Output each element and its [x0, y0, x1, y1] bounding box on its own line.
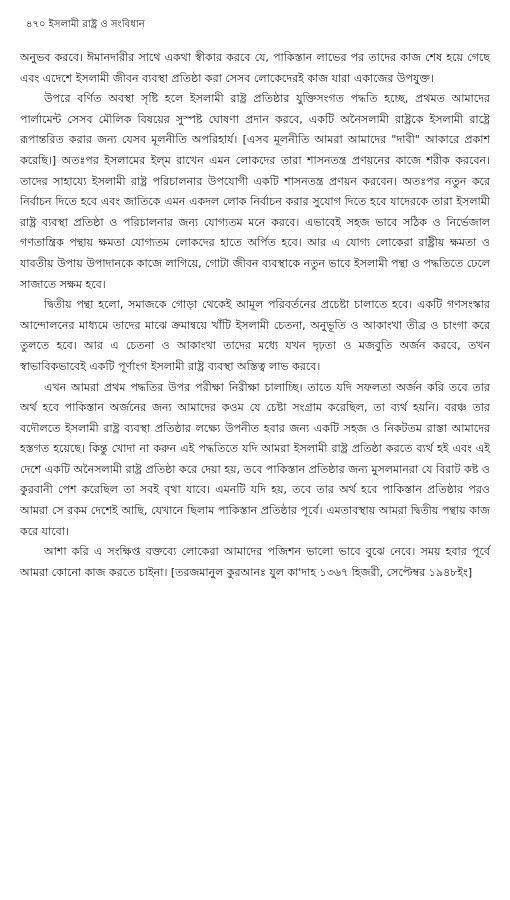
paragraph-current-experiment: এখন আমরা প্রথম পদ্ধতির উপর পরীক্ষা নিরীক্ষা চালাচ্ছি। তাতে যদি সফলতা অর্জন করি তবে তার অর্থ হবে পাকিস্তান অর্জনের জন্য আমাদের কওম যে চেষ্টা সংগ্রাম করেছিল, তা ব্যর্থ হয়নি। বরঞ্চ তার বদৌলতে ইসলামী রাষ্ট্র ব্যবস্থা প্রতিষ্ঠার লক্ষ্যে উপনীত হবার জন্য একটি সহজ ও নিকটতম রাস্তা আমাদের হস্তগত হয়েছে। কিন্তু খোদা না করুন এই পদ্ধতিতে যদি আমরা ইসলামী রাষ্ট্র প্রতিষ্ঠা করতে ব্যর্থ হই এবং এই দেশে একটি অনৈসলামী রাষ্ট্র প্রতিষ্ঠা করে দেয়া হয়, তবে পাকিস্তান প্রতিষ্ঠার জন্য মুসলমানরা যে বিরাট কষ্ট ও কুরবানী পেশ করেছিল তা সবই বৃথা যাবে। এমনটি যদি হয়, তবে তার অর্থ হবে পাকিস্তান প্রতিষ্ঠার পরও আমরা সে রকম দেশেই আছি, যেখানে ছিলাম পাকিস্তান প্রতিষ্ঠার পূর্বে। এমতাবস্থায় আমরা দ্বিতীয় পন্থায় কাজ করে যাবো।	[20, 380, 490, 538]
paragraph-second-method: দ্বিতীয় পন্থা হলো, সমাজকে গোড়া থেকেই আমূল পরিবর্তনের প্রচেষ্টা চালাতে হবে। একটি গণসংস্কার আন্দোলনের মাধ্যমে তাদের মাঝে ক্রমান্বয়ে খাঁটি ইসলামী চেতনা, অনুভূতি ও আকাংখা তীব্র ও চাংগা করে তুলতে হবে। আর এ চেতনা ও আকাংখা তাদের মধ্যে যখন দৃঢ়তা ও মজবুতি অর্জন করবে, তখন স্বাভাবিকভাবেই একটি পূর্ণাংগ ইসলামী রাষ্ট্র ব্যবস্থা অস্তিত্ব লাভ করবে।	[20, 298, 490, 373]
paragraph-continuation: অনুভব করবে। ঈমানদারীর সাথে একথা স্বীকার করবে যে, পাকিস্তান লাভের পর তাদের কাজ শেষ হয়ে গেছে এবং এদেশে ইসলামী জীবন ব্যবস্থা প্রতিষ্ঠা করা সেসব লোকেদেরই কাজ যারা একাজের উপযুক্ত।	[20, 51, 490, 85]
paragraph-first-method: উপরে বর্ণিত অবস্থা সৃষ্টি হলে ইসলামী রাষ্ট্র প্রতিষ্ঠার যুক্তিসংগত পদ্ধতি হচ্ছে, প্রথমত আমাদের পার্লামেন্ট সেসব মৌলিক বিষয়ের সুস্পষ্ট ঘোষণা প্রদান করবে, একটি অনৈসলামী রাষ্ট্রকে ইসলামী রাষ্ট্রে রূপান্তরিত করার জন্য যেসব মূলনীতি অপরিহার্য। [এসব মূলনীতি আমরা আমাদের "দাবী" আকারে প্রকাশ করেছি।] অতঃপর ইসলামের ইল্‌ম রাখেন এমন লোকদের তারা শাসনতন্ত্র প্রণয়নের কাজে শরীক করবেন। তাদের সাহায্যে ইসলামী রাষ্ট্র পরিচালনার উপযোগী একটি শাসনতন্ত্র প্রণয়ন করবেন। অতঃপর নতুন করে নির্বাচন দিতে হবে এবং জাতিকে এমন একদল লোক নির্বাচন করার সুযোগ দিতে হবে যাদেরকে তারা ইসলামী রাষ্ট্র ব্যবস্থা প্রতিষ্ঠা ও পরিচালনার জন্য যোগ্যতম মনে করবে। এভাবেই সহজ ভাবে সঠিক ও নির্ভেজাল গণতান্ত্রিক পন্থায় ক্ষমতা যোগ্যতম লোকদের হাতে অর্পিত হবে। আর এ যোগ্য লোকেরা রাষ্ট্রীয় ক্ষমতা ও যাবতীয় উপায় উপাদানকে কাজে লাগিয়ে, গোটা জীবন ব্যবস্থাকে নতুন ভাবে ইসলামী পন্থা ও পদ্ধতিতে ঢেলে সাজাতে সক্ষম হবে।	[20, 92, 490, 291]
running-head: ৪৭০ ইসলামী রাষ্ট্র ও সংবিধান	[26, 19, 145, 30]
paragraph-closing-citation: আশা করি এ সংক্ষিপ্ত বক্তব্যে লোকেরা আমাদের পজিশন ভালো ভাবে বুঝে নেবে। সময় হবার পূর্বে আমরা কোনো কাজ করতে চাইনা। [তরজমানুল কুরআনঃ যুল কা'দাহ ১৩৬৭ হিজরী, সেপ্টেম্বর ১৯৪৮ইং]	[20, 545, 490, 579]
